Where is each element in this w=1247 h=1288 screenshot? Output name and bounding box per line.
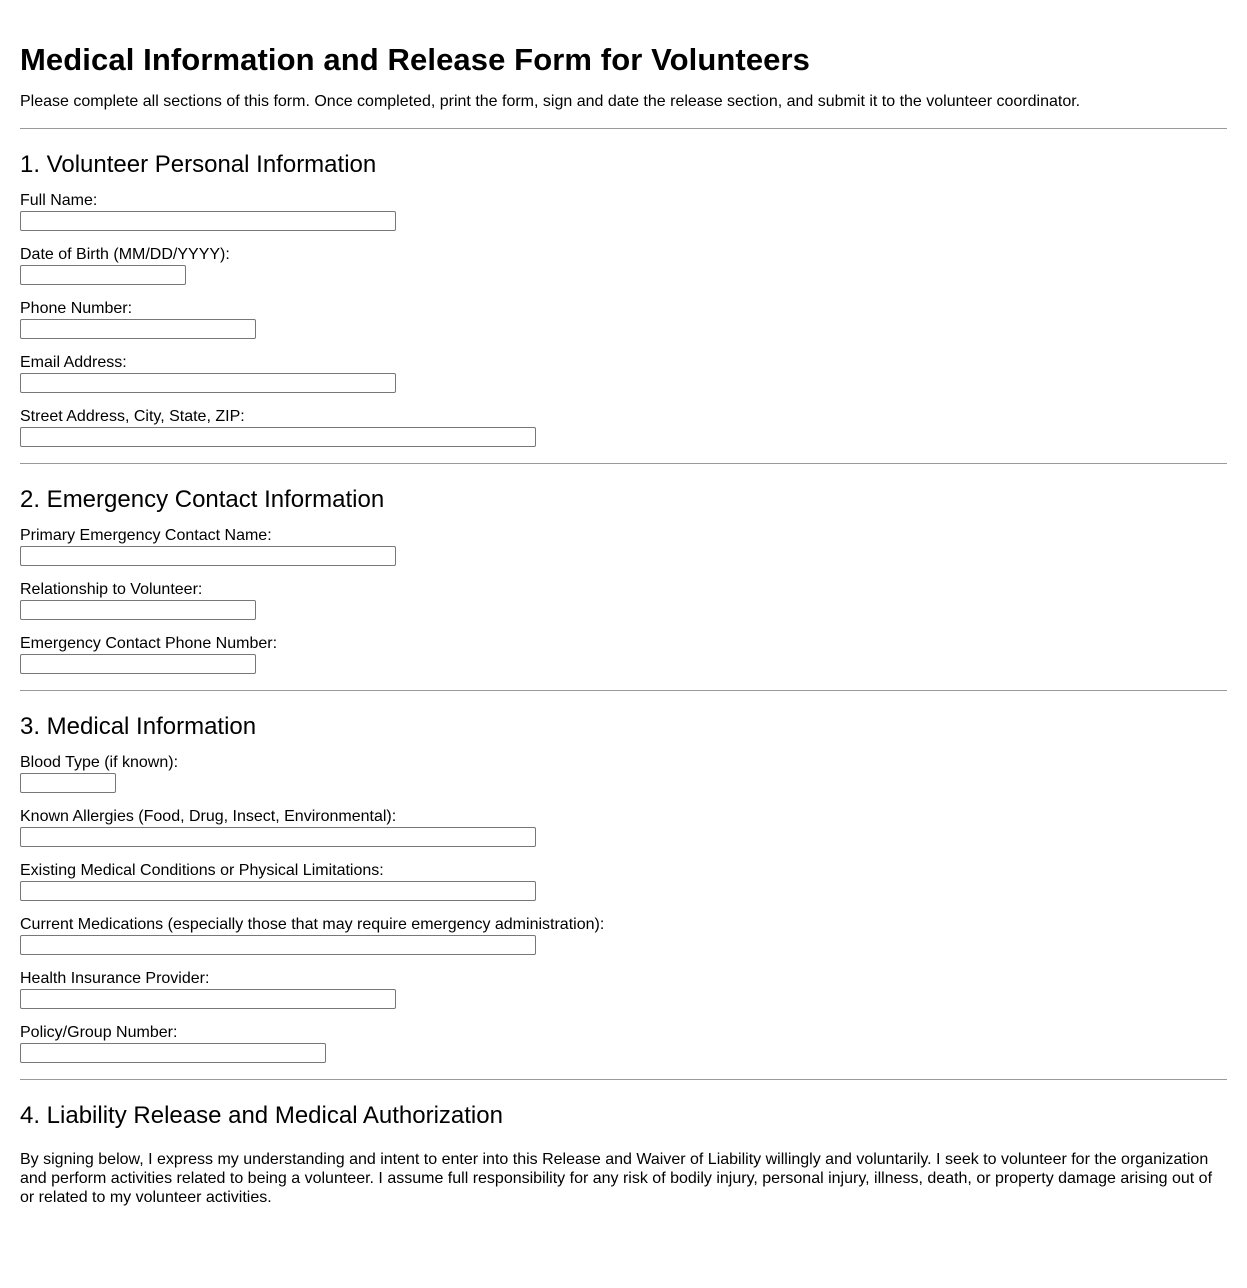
address-input[interactable] <box>20 427 536 447</box>
allergies-label: Known Allergies (Food, Drug, Insect, Environmental): <box>20 808 397 825</box>
release-section <box>20 1080 1227 1207</box>
policy-input[interactable] <box>20 1043 326 1063</box>
medications-label: Current Medications (especially those that may require emergency administration): <box>20 916 605 933</box>
full-name-field-group <box>20 192 1227 231</box>
insurance-input[interactable] <box>20 989 396 1009</box>
address-label: Street Address, City, State, ZIP: <box>20 408 245 425</box>
contact-name-field-group <box>20 527 1227 566</box>
contact-name-input[interactable] <box>20 546 396 566</box>
email-label: Email Address: <box>20 354 127 371</box>
phone-field-group <box>20 300 1227 339</box>
allergies-input[interactable] <box>20 827 536 847</box>
email-field-group <box>20 354 1227 393</box>
relationship-field-group <box>20 581 1227 620</box>
page-title: Medical Information and Release Form for Volunteers <box>20 42 811 77</box>
dob-field-group <box>20 246 1227 285</box>
relationship-label: Relationship to Volunteer: <box>20 581 203 598</box>
insurance-field-group <box>20 970 1227 1009</box>
dob-input[interactable] <box>20 265 186 285</box>
policy-label: Policy/Group Number: <box>20 1024 178 1041</box>
blood-type-input[interactable] <box>20 773 116 793</box>
email-input[interactable] <box>20 373 396 393</box>
conditions-label: Existing Medical Conditions or Physical Limitations: <box>20 862 384 879</box>
section-heading-emergency: 2. Emergency Contact Information <box>20 486 385 513</box>
blood-type-field-group <box>20 754 1227 793</box>
address-field-group <box>20 408 1227 447</box>
contact-phone-field-group <box>20 635 1227 674</box>
phone-label: Phone Number: <box>20 300 133 317</box>
personal-info-section <box>20 129 1227 447</box>
contact-phone-label: Emergency Contact Phone Number: <box>20 635 278 652</box>
medications-field-group <box>20 916 1227 955</box>
emergency-contact-section <box>20 464 1227 674</box>
contact-name-label: Primary Emergency Contact Name: <box>20 527 272 544</box>
conditions-field-group <box>20 862 1227 901</box>
phone-input[interactable] <box>20 319 256 339</box>
conditions-input[interactable] <box>20 881 536 901</box>
form-instructions: Please complete all sections of this form. Once completed, print the form, sign and date the release section, and submit it to the volunteer coordinator. <box>20 93 1081 110</box>
allergies-field-group <box>20 808 1227 847</box>
section-heading-medical: 3. Medical Information <box>20 713 257 740</box>
release-statement: By signing below, I express my understanding and intent to enter into this Release and Waiver of Liability willingly and voluntarily. I seek to volunteer for the organization and perform activities related to being a volunteer. I assume full responsibility for any risk of bodily injury, personal injury, illness, death, or property damage arising out of or related to my volunteer activities. <box>20 1151 1213 1206</box>
blood-type-label: Blood Type (if known): <box>20 754 179 771</box>
full-name-label: Full Name: <box>20 192 98 209</box>
policy-field-group <box>20 1024 1227 1063</box>
full-name-input[interactable] <box>20 211 396 231</box>
medications-input[interactable] <box>20 935 536 955</box>
dob-label: Date of Birth (MM/DD/YYYY): <box>20 246 230 263</box>
contact-phone-input[interactable] <box>20 654 256 674</box>
medical-info-section <box>20 691 1227 1063</box>
section-heading-release: 4. Liability Release and Medical Authorization <box>20 1102 503 1129</box>
insurance-label: Health Insurance Provider: <box>20 970 210 987</box>
relationship-input[interactable] <box>20 600 256 620</box>
section-heading-personal: 1. Volunteer Personal Information <box>20 151 377 178</box>
